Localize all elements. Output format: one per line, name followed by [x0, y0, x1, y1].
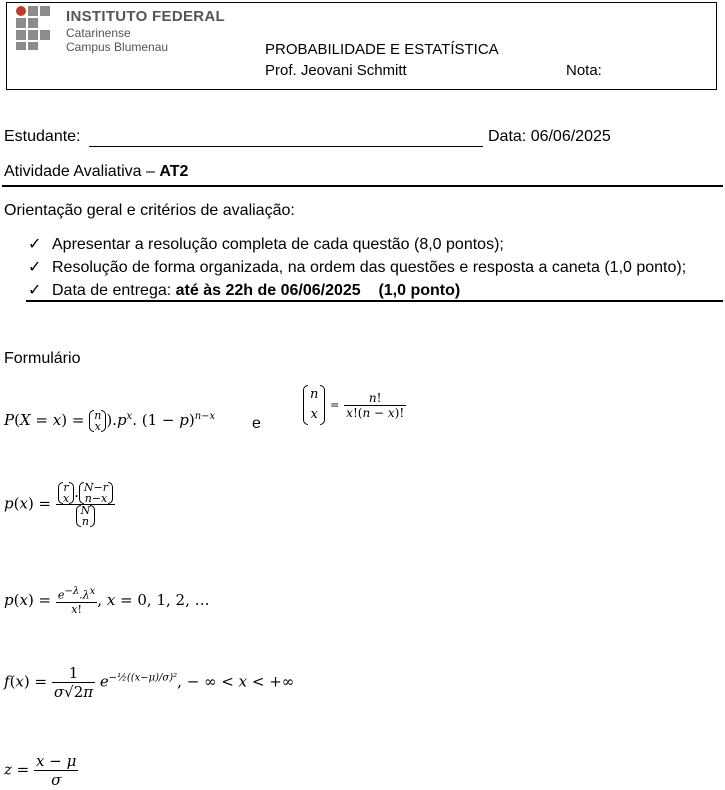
delivery-deadline: até às 22h de 06/06/2025 (1,0 ponto)	[175, 282, 461, 299]
poisson-formula: p(x) = $\frac{e^{-\lambda}.\lambda^x}{x!}$ , x = 0, 1, 2, …	[4, 586, 210, 616]
date-label: Data: 06/06/2025	[488, 128, 611, 145]
binomial-coefficient-formula: n x = $\frac{n!}{x!(n - x)!}$	[303, 385, 406, 425]
divider-top	[2, 185, 723, 187]
z-score-formula: z = $\frac{x - \mu}{\sigma}$	[4, 752, 77, 789]
binomial-formula: P(X = x) = n x )$.p^x$. $(1 - p)^{n-x}$	[4, 409, 216, 433]
guideline-item	[28, 280, 460, 300]
guideline-item	[28, 234, 504, 254]
institution-name: INSTITUTO FEDERAL	[66, 8, 225, 25]
check-icon: ✓	[28, 282, 42, 299]
institution-subtitle: Catarinense	[66, 26, 131, 40]
delivery-prefix: Data de entrega:	[52, 282, 176, 299]
check-icon: ✓	[28, 236, 42, 253]
grade-label: Nota:	[566, 62, 602, 79]
institution-logo	[16, 6, 60, 50]
campus-name: Campus Blumenau	[66, 40, 169, 54]
student-name-field[interactable]	[89, 146, 483, 147]
activity-prefix: Atividade Avaliativa –	[4, 163, 160, 180]
guideline-text: Apresentar a resolução completa de cada questão (8,0 pontos);	[52, 236, 504, 253]
course-title: PROBABILIDADE E ESTATÍSTICA	[265, 41, 499, 58]
guidelines-title: Orientação geral e critérios de avaliação:	[4, 202, 295, 219]
check-icon: ✓	[28, 259, 42, 276]
divider-bottom	[26, 300, 723, 302]
normal-density-formula: f(x) = $\frac{1}{\sigma√2\pi}$ $e^{-\frac{1}{2}((x-\mu)/\sigma)^2}$, − ∞ < x < +∞	[4, 664, 295, 701]
hypergeometric-formula: p(x) = r x . N−r n−x N n	[4, 482, 115, 527]
guideline-item	[28, 257, 686, 277]
professor-name: Prof. Jeovani Schmitt	[265, 62, 407, 79]
activity-code: AT2	[159, 163, 189, 180]
activity-title	[4, 163, 188, 181]
guideline-text: Resolução de forma organizada, na ordem das questões e resposta a caneta (1,0 ponto);	[52, 259, 687, 276]
and-text: e	[252, 415, 261, 432]
student-label: Estudante:	[4, 128, 81, 145]
formulas-title: Formulário	[4, 350, 81, 367]
